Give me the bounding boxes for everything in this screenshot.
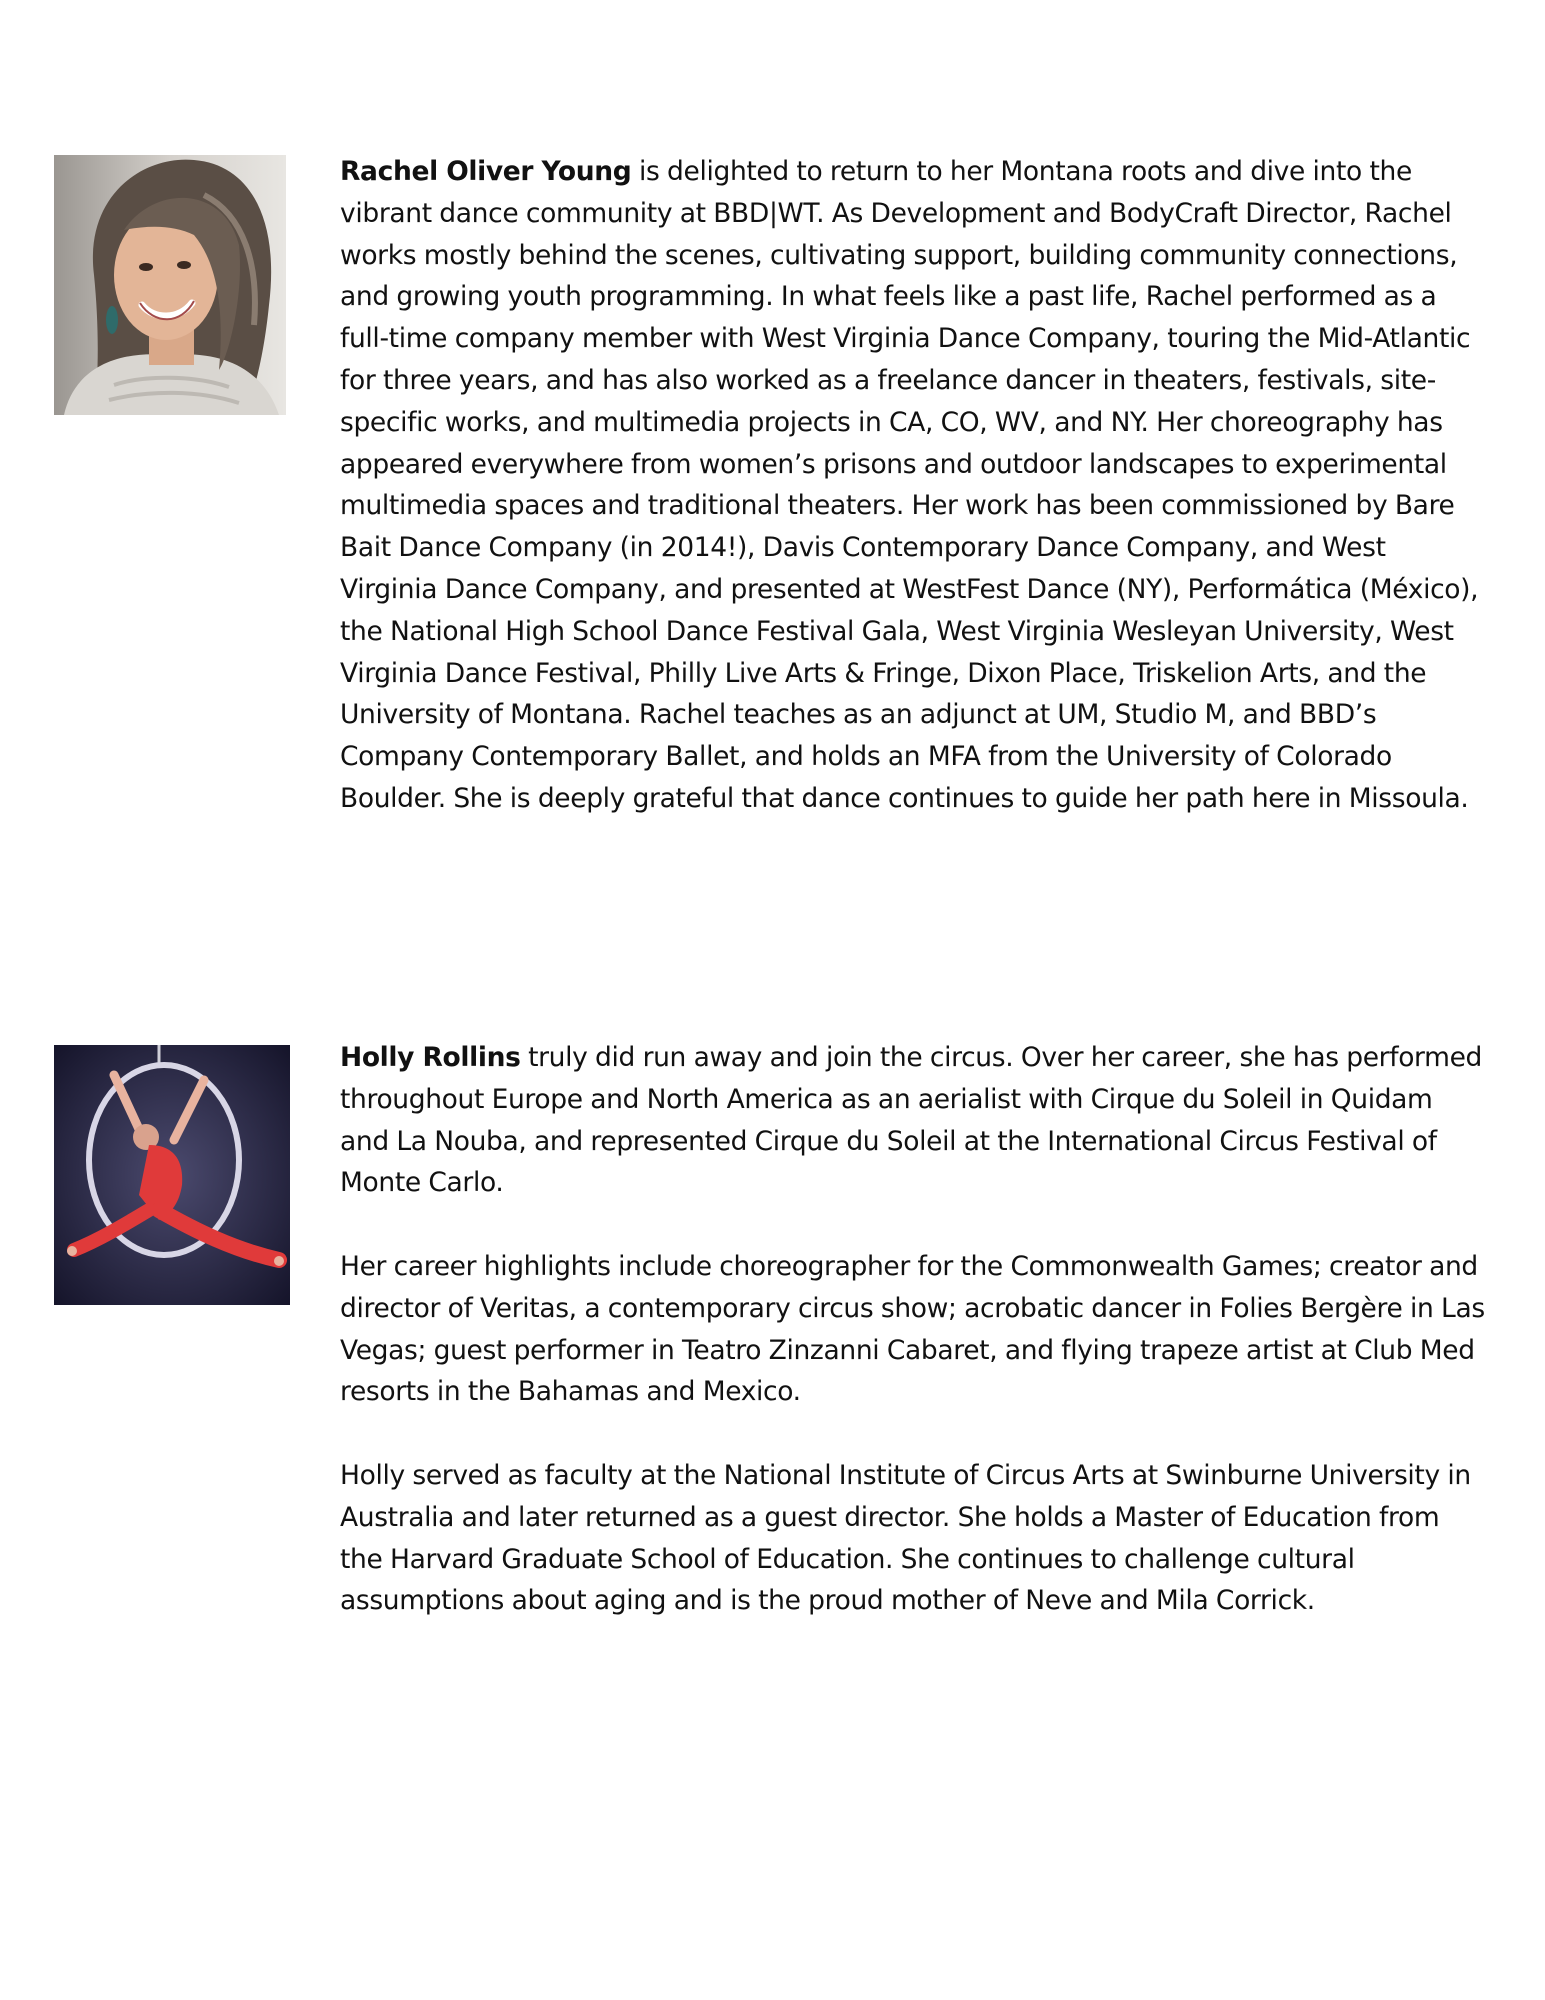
rachel-bio-text — [340, 151, 1488, 820]
rachel-bio-paragraph — [340, 151, 1488, 820]
holly-bio-paragraph-1 — [340, 1037, 1488, 1204]
holly-bio-paragraph-3: Holly served as faculty at the National Institute of Circus Arts at Swinburne University in Australia and later returned as a guest director. She holds a Master of Education from the Harvard Graduate School of Education. She continues to challenge cultural assumptions about aging and is the proud mother of Neve and Mila Corrick. — [340, 1459, 1471, 1617]
holly-bio-text — [340, 1037, 1488, 1622]
rachel-portrait-image — [54, 155, 286, 415]
holly-bio-paragraph-2: Her career highlights include choreographer for the Commonwealth Games; creator and director of Veritas, a contemporary circus show; acrobatic dancer in Folies Bergère in Las Vegas; guest performer in Teatro Zinzanni Cabaret, and flying trapeze artist at Club Med resorts in the Bahamas and Mexico. — [340, 1250, 1485, 1408]
rachel-bio-body: is delighted to return to her Montana roots and dive into the vibrant dance community at BBD|WT. As Development and BodyCraft Director, Rachel works mostly behind the scenes, cultivating support, building community connections, and growing youth programming. In what feels like a past life, Rachel performed as a full-time company member with West Virginia Dance Company, touring the Mid-Atlantic for three years, and has also worked as a freelance dancer in theaters, festivals, site-specific works, and multimedia projects in CA, CO, WV, and NY. Her choreography has appeared everywhere from women’s prisons and outdoor landscapes to experimental multimedia spaces and traditional theaters. Her work has been commissioned by Bare Bait Dance Company (in 2014!), Davis Contemporary Dance Company, and West Virginia Dance Company, and presented at WestFest Dance (NY), Performática (México), the National High School Dance Festival Gala, West Virginia Wesleyan University, West Virginia Dance Festival, Philly Live Arts & Fringe, Dixon Place, Triskelion Arts, and the University of Montana. Rachel teaches as an adjunct at UM, Studio M, and BBD’s Company Contemporary Ballet, and holds an MFA from the University of Colorado Boulder. She is deeply grateful that dance continues to guide her path here in Missoula. — [340, 156, 1479, 814]
holly-bio-body-1: truly did run away and join the circus. Over her career, she has performed throughout Europe and North America as an aerialist with Cirque du Soleil in Quidam and La Nouba, and represented Cirque du Soleil at the International Circus Festival of Monte Carlo. — [340, 1042, 1483, 1199]
holly-aerialist-image — [54, 1045, 290, 1305]
holly-name: Holly Rollins — [340, 1042, 521, 1073]
rachel-name: Rachel Oliver Young — [340, 156, 632, 187]
